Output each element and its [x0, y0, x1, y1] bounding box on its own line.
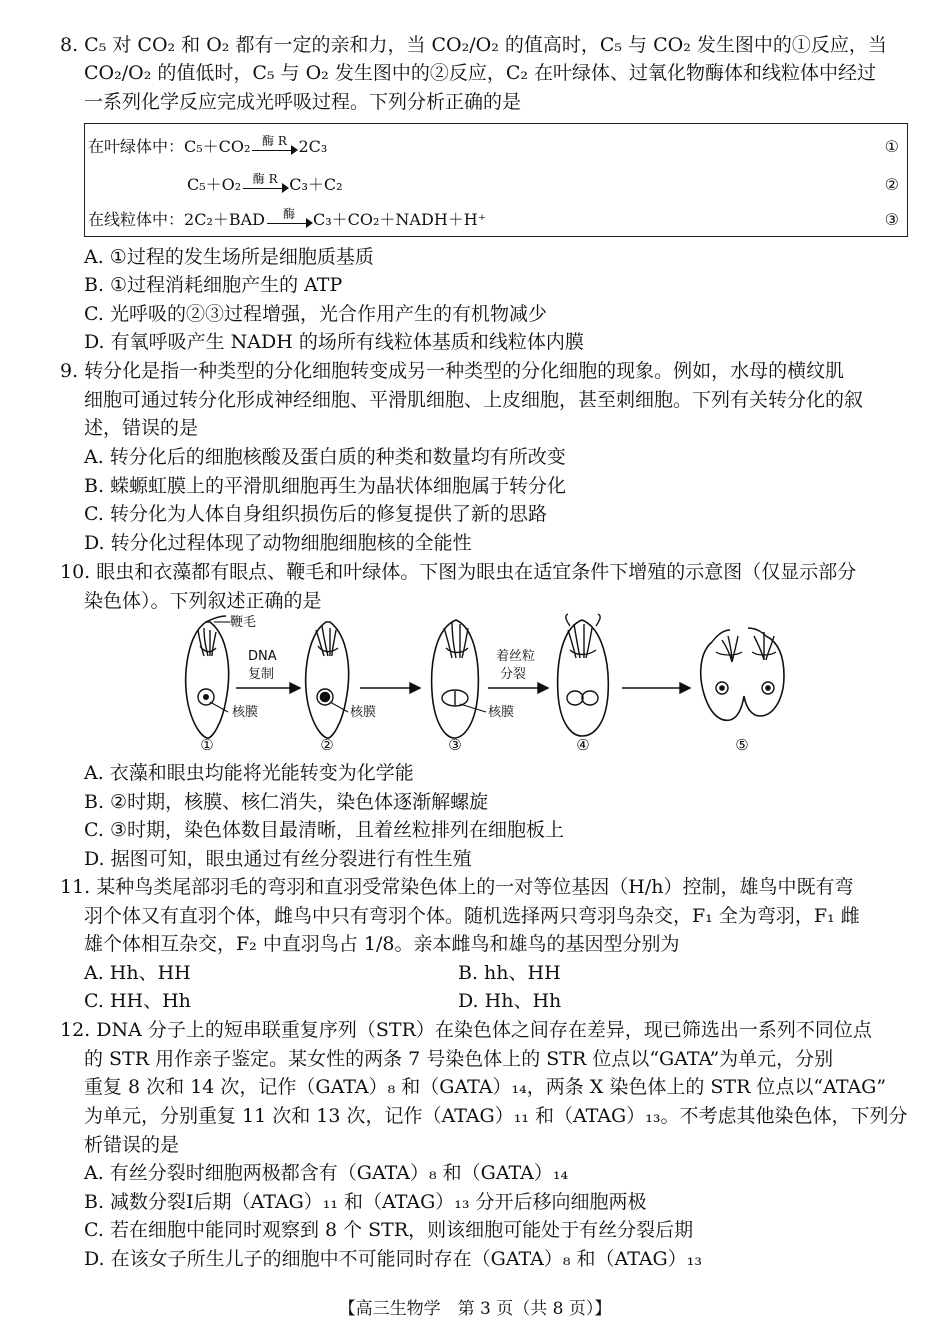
reaction-2-number: ② [884, 175, 899, 194]
reaction-1-number: ① [884, 137, 899, 156]
cell-stage-5 [701, 628, 784, 720]
cell-stage-2 [306, 622, 349, 738]
q9-option-d: D. 转分化过程体现了动物细胞细胞核的全能性 [84, 532, 472, 554]
stage-number-1: ① [200, 736, 214, 754]
q12-stem-line-2: 的 STR 用作亲子鉴定。某女性的两条 7 号染色体上的 STR 位点以“GATA”为单元，分别 [84, 1048, 834, 1070]
q10-option-d: D. 据图可知，眼虫通过有丝分裂进行有性生殖 [84, 848, 472, 870]
q10-stem-line-1: 10. 眼虫和衣藻都有眼点、鞭毛和叶绿体。下图为眼虫在适宜条件下增殖的示意图（仅显示部分 [60, 561, 857, 583]
q8-option-b: B. ①过程消耗细胞产生的 ATP [84, 274, 343, 296]
reaction-arrow: 酶 R [243, 179, 287, 193]
euglena-division-figure [170, 612, 810, 754]
q11-stem-line-3: 雄个体相互杂交，F₂ 中直羽鸟占 1/8。亲本雌鸟和雄鸟的基因型分别为 [84, 933, 680, 955]
q11-option-a: A. Hh、HH [84, 962, 191, 984]
stage-number-4: ④ [576, 736, 590, 754]
q12-option-b: B. 减数分裂Ⅰ后期（ATAG）₁₁ 和（ATAG）₁₃ 分开后移向细胞两极 [84, 1191, 647, 1213]
reaction-arrow: 酶 [267, 214, 311, 228]
arrow-head-icon [680, 683, 690, 693]
page-footer: 【高三生物学 第 3 页（共 8 页）】 [338, 1299, 612, 1319]
centromere-label: 着丝粒 [496, 649, 536, 664]
q10-option-b: B. ②时期，核膜、核仁消失，染色体逐渐解螺旋 [84, 791, 489, 813]
q8-stem-line-3: 一系列化学反应完成光呼吸过程。下列分析正确的是 [84, 91, 522, 113]
cell-stage-1 [186, 616, 229, 738]
arrow-head-icon [290, 683, 300, 693]
q9-stem-line-1: 9. 转分化是指一种类型的分化细胞转变成另一种类型的分化细胞的现象。例如，水母的横纹肌 [60, 360, 845, 382]
q10-stem-line-2: 染色体）。下列叙述正确的是 [84, 590, 322, 612]
q11-option-b: B. hh、HH [458, 962, 561, 984]
q10-option-a: A. 衣藻和眼虫均能将光能转变为化学能 [84, 762, 414, 784]
q12-stem-line-5: 析错误的是 [84, 1134, 180, 1156]
division-label: 分裂 [500, 667, 527, 682]
stage-number-2: ② [320, 736, 334, 754]
reaction-arrow: 酶 R [252, 141, 296, 155]
q9-stem-line-2: 细胞可通过转分化形成神经细胞、平滑肌细胞、上皮细胞，甚至刺细胞。下列有关转分化的叙 [84, 389, 864, 411]
reaction-2: C₅＋O₂ 酶 R C₃＋C₂ [187, 171, 343, 194]
nuclear-membrane-label-2: 核膜 [350, 705, 377, 720]
reaction-box [84, 123, 908, 237]
q8-stem-line-1: 8. C₅ 对 CO₂ 和 O₂ 都有一定的亲和力，当 CO₂/O₂ 的值高时，C₅ 与 CO₂ 发生图中的①反应，当 [60, 34, 887, 56]
q9-option-a: A. 转分化后的细胞核酸及蛋白质的种类和数量均有所改变 [84, 446, 566, 468]
cell-stage-3 [432, 620, 479, 738]
reaction-3-number: ③ [884, 210, 899, 229]
q8-option-a: A. ①过程的发生场所是细胞质基质 [84, 246, 374, 268]
q9-stem-line-3: 述，错误的是 [84, 417, 199, 439]
q8-option-d: D. 有氧呼吸产生 NADH 的场所有线粒体基质和线粒体内膜 [84, 331, 584, 353]
q12-stem-line-4: 为单元，分别重复 11 次和 13 次，记作（ATAG）₁₁ 和（ATAG）₁₃。不考虑其他染色体，下列分 [84, 1105, 908, 1127]
q11-option-c: C. HH、Hh [84, 990, 191, 1012]
reaction-1: 在叶绿体中：C₅＋CO₂ 酶 R 2C₃ [88, 133, 328, 156]
q9-option-b: B. 蝾螈虹膜上的平滑肌细胞再生为晶状体细胞属于转分化 [84, 475, 567, 497]
cell-stage-4 [558, 614, 609, 736]
q11-option-d: D. Hh、Hh [458, 990, 562, 1012]
flagellum-label: 鞭毛 [230, 615, 257, 630]
q12-stem-line-3: 重复 8 次和 14 次，记作（GATA）₈ 和（GATA）₁₄，两条 X 染色体上的 STR 位点以“ATAG” [84, 1076, 887, 1098]
reaction-3: 在线粒体中：2C₂＋BAD 酶 C₃＋CO₂＋NADH＋H⁺ [88, 206, 487, 229]
q12-option-d: D. 在该女子所生儿子的细胞中不可能同时存在（GATA）₈ 和（ATAG）₁₃ [84, 1248, 702, 1270]
nuclear-membrane-label-3: 核膜 [488, 705, 515, 720]
q12-option-c: C. 若在细胞中能同时观察到 8 个 STR，则该细胞可能处于有丝分裂后期 [84, 1219, 694, 1241]
q9-option-c: C. 转分化为人体自身组织损伤后的修复提供了新的思路 [84, 503, 547, 525]
q8-option-c: C. 光呼吸的②③过程增强，光合作用产生的有机物减少 [84, 303, 547, 325]
dna-label: DNA [248, 649, 277, 664]
q12-stem-line-1: 12. DNA 分子上的短串联重复序列（STR）在染色体之间存在差异，现已筛选出一系列不同位点 [60, 1019, 872, 1041]
stage-number-5: ⑤ [735, 736, 749, 754]
replication-label: 复制 [248, 667, 275, 682]
arrow-head-icon [410, 683, 420, 693]
q11-stem-line-2: 羽个体又有直羽个体，雌鸟中只有弯羽个体。随机选择两只弯羽鸟杂交，F₁ 全为弯羽，F₁ 雌 [84, 905, 860, 927]
arrow-head-icon [538, 683, 548, 693]
stage-number-3: ③ [448, 736, 462, 754]
q8-stem-line-2: CO₂/O₂ 的值低时，C₅ 与 O₂ 发生图中的②反应，C₂ 在叶绿体、过氧化物酶体和线粒体中经过 [84, 62, 877, 84]
q11-stem-line-1: 11. 某种鸟类尾部羽毛的弯羽和直羽受常染色体上的一对等位基因（H/h）控制，雄鸟中既有弯 [60, 876, 854, 898]
q10-option-c: C. ③时期，染色体数目最清晰，且着丝粒排列在细胞板上 [84, 819, 564, 841]
q12-option-a: A. 有丝分裂时细胞两极都含有（GATA）₈ 和（GATA）₁₄ [84, 1162, 569, 1184]
nuclear-membrane-label-1: 核膜 [232, 705, 259, 720]
